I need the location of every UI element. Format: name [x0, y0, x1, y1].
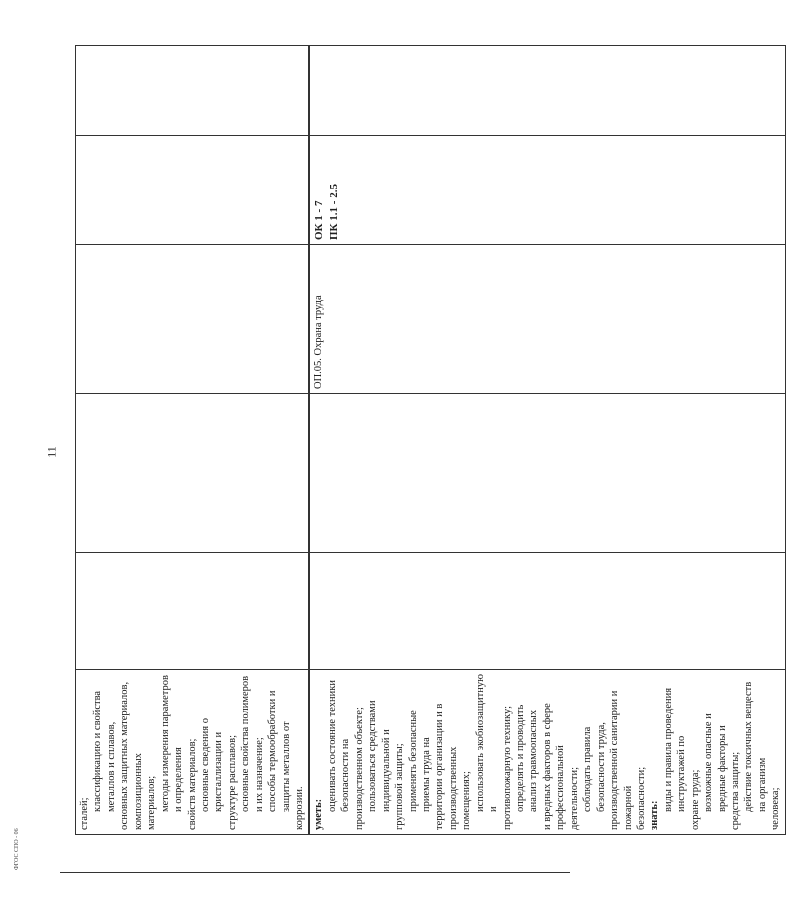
list-line: производственном объекте;: [353, 707, 365, 830]
materials-knowledge-list: [78, 674, 306, 830]
section-heading: уметь:: [313, 798, 325, 830]
rotated-table-wrapper: [75, 45, 782, 835]
list-line: основные сведения о кристаллизации и: [199, 718, 225, 812]
list-line: производственной санитарии и пожарной: [609, 690, 634, 830]
list-line: коррозии.: [294, 786, 305, 830]
skills-cell: [309, 670, 785, 835]
list-line: материалов;: [146, 775, 158, 830]
list-line: соблюдать правила безопасности труда,: [582, 722, 607, 812]
list-line: структуре расплавов;: [226, 734, 238, 830]
list-line: групповой защиты;: [394, 743, 406, 830]
list-line: и вредных факторов в сфере профессиональной: [541, 703, 567, 830]
empty-cell: [309, 553, 785, 670]
empty-cell: [309, 46, 785, 136]
list-line: основные свойства полимеров и их назначение;: [240, 675, 265, 812]
general-competency-code: ОК 1 - 7: [313, 200, 326, 240]
empty-cell: [76, 245, 310, 394]
skills-cell: [76, 670, 310, 835]
list-line: свойств материалов;: [186, 738, 198, 830]
list-line: оценивать состояние техники безопасности на: [326, 680, 352, 812]
list-line: пользоваться средствами индивидуальной и: [367, 700, 392, 812]
empty-cell: [76, 136, 310, 245]
list-line: виды и правила проведения инструктажей по: [662, 687, 688, 812]
list-line: помещениях;: [461, 771, 473, 830]
empty-cell: [76, 46, 310, 136]
list-line: действие токсичных веществ на организм: [743, 681, 768, 812]
page-number: 11: [44, 446, 59, 458]
competency-table: [75, 45, 786, 835]
empty-cell: [309, 394, 785, 553]
list-line: применять безопасные приемы труда на: [407, 710, 432, 812]
list-line: возможные опасные и вредные факторы и: [703, 713, 728, 812]
empty-cell: [76, 553, 310, 670]
labor-safety-skills-list: [312, 674, 782, 830]
list-line: использовать экобиозащитную и: [474, 674, 500, 812]
list-line: территории организации и в производственных: [434, 703, 459, 830]
list-line: деятельности;: [568, 766, 580, 830]
bottom-rule: [60, 872, 570, 873]
list-line: основных защитных материалов, композиционных: [119, 681, 144, 830]
list-line: охране труда;: [689, 769, 701, 830]
list-line: человека;: [770, 787, 782, 830]
list-line: классификацию и свойства металлов и сплавов,: [92, 690, 117, 812]
list-line: средства защиты;: [730, 751, 741, 830]
list-line: определять и проводить анализ травмоопасных: [515, 704, 540, 812]
codes-cell: [309, 136, 785, 245]
table-row: [309, 46, 785, 835]
list-line: противопожарную технику;: [501, 705, 513, 830]
section-heading: знать:: [649, 800, 661, 830]
list-line: методы измерения параметров и определения: [159, 675, 185, 812]
professional-competency-code: ПК 1.1 - 2.5: [327, 184, 340, 240]
empty-cell: [76, 394, 310, 553]
discipline-cell: [309, 245, 785, 394]
discipline-name: ОП.05. Охрана труда: [313, 295, 325, 389]
footer-label: ФГОС СПО - 06: [14, 828, 20, 870]
table-row: [76, 46, 310, 835]
list-line: способы термообработки и защиты металлов от: [267, 690, 292, 812]
list-line: сталей;: [79, 797, 90, 830]
list-line: безопасности;: [635, 766, 647, 830]
